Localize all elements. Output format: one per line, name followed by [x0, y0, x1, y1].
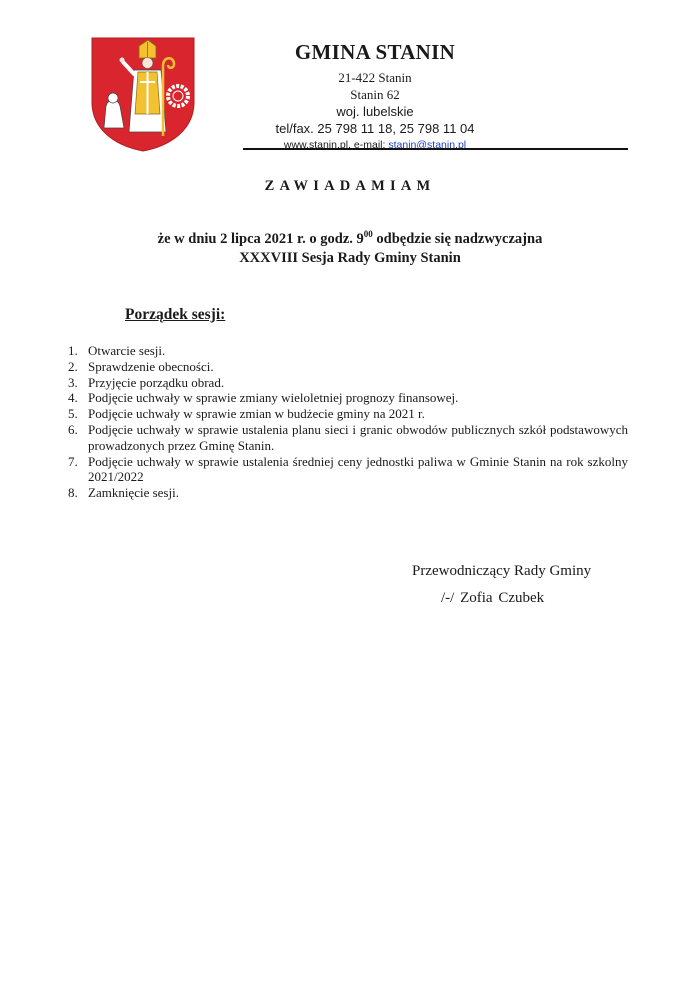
list-item: 5. Podjęcie uchwały w sprawie zmian w budżecie gminy na 2021 r.: [68, 406, 425, 422]
postal-code: 21-422 Stanin: [338, 70, 412, 85]
signatory-role: Przewodniczący Rady Gminy: [412, 563, 592, 579]
session-announcement: [0, 230, 700, 268]
contact-line: [250, 137, 500, 154]
session-title: XXXVIII Sesja Rady Gminy Stanin: [239, 250, 461, 266]
list-item: 7. Podjęcie uchwały w sprawie ustalenia średniej ceny jednostki paliwa w Gminie Stanin na rok szkolny 2021/2022: [68, 453, 628, 485]
email-label: e-mail:: [353, 139, 386, 151]
agenda-title: Porządek sesji:: [125, 306, 226, 323]
signatory-name: /-/ Zofia Czubek: [441, 590, 545, 606]
coat-of-arms-icon: [90, 36, 196, 152]
list-item: 8. Zamknięcie sesji.: [68, 485, 179, 501]
list-item: 3. Przyjęcie porządku obrad.: [68, 374, 225, 390]
street-address: Stanin 62: [350, 87, 400, 102]
email-link[interactable]: stanin@stanin.pl: [388, 139, 467, 151]
region: woj. lubelskie: [336, 104, 414, 119]
website-link[interactable]: www.stanin.pl,: [283, 139, 351, 151]
organization-name: GMINA STANIN: [294, 40, 456, 64]
session-date-line: że w dniu 2 lipca 2021 r. o godz. $9^{00}$ odbędzie się nadzwyczajna: [157, 229, 543, 247]
notice-heading: ZAWIADAMIAM: [264, 178, 436, 194]
list-item: 2. Sprawdzenie obecności.: [68, 358, 214, 374]
list-item: 6. Podjęcie uchwały w sprawie ustalenia planu sieci i granic obwodów publicznych szkół podstawowych prowadzonych przez Gminę Stanin.: [68, 421, 628, 453]
header-divider: [243, 148, 628, 150]
list-item: 4. Podjęcie uchwały w sprawie zmiany wieloletniej prognozy finansowej.: [68, 390, 459, 406]
phone-fax: tel/fax. 25 798 11 18, 25 798 11 04: [275, 121, 475, 136]
letterhead: [250, 40, 500, 154]
list-item: 1. Otwarcie sesji.: [68, 343, 166, 358]
time-superscript: 00: [363, 229, 373, 239]
agenda-list: [68, 343, 628, 501]
